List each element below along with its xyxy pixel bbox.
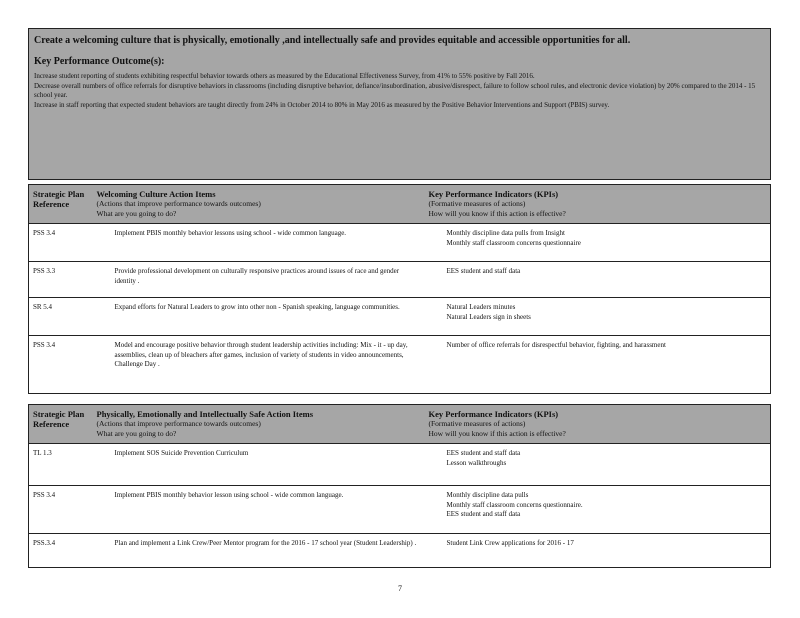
welcoming-culture-table [28,184,771,394]
action-question: What are you going to do? [96,209,177,218]
bullet-icon [429,303,447,313]
bullet-icon [97,303,115,313]
kpi-heading: Key Performance Indicators (KPIs) [428,409,559,419]
kpi-cell [425,224,771,262]
header-kpi [425,405,771,444]
kpi-item: Monthly discipline data pulls [429,491,767,501]
action-subheading: (Actions that improve performance towards outcomes) [96,199,261,208]
kpi-item: EES student and staff data [429,510,767,520]
bullet-icon [429,341,447,351]
kpi-item: EES student and staff data [429,449,767,459]
action-item: Implement PBIS monthly behavior lesson using school - wide common language. [97,491,421,501]
table-row [29,224,771,262]
kpi-item: Student Link Crew applications for 2016 - 17 [429,539,767,549]
header-ref [29,405,93,444]
table-header-row [29,405,771,444]
action-item: Model and encourage positive behavior through student leadership activities including: Mix - it - up day, assemblies, clean up of bleachers after games, inclusion of variety of students in video announcements, Challenge Day . [97,341,421,370]
action-item: Implement SOS Suicide Prevention Curriculum [97,449,421,459]
page-number: 7 [398,584,402,593]
ref-cell: PSS 3.4 [29,336,93,394]
bullet-icon [97,539,115,549]
kpi-heading: Key Performance Indicators (KPIs) [428,189,559,199]
ref-cell: SR 5.4 [29,298,93,336]
bullet-icon [429,539,447,549]
ref-cell: PSS 3.3 [29,262,93,298]
kpi-subheading: (Formative measures of actions) [428,199,526,208]
bullet-icon [429,501,447,511]
kpi-cell [425,486,771,534]
table-row [29,444,771,486]
action-cell [93,444,425,486]
bullet-icon [429,313,447,323]
action-cell [93,298,425,336]
header-action [93,405,425,444]
action-cell [93,336,425,394]
bullet-icon [97,491,115,501]
kpi-item: Lesson walkthroughs [429,459,767,469]
kpi-item: EES student and staff data [429,267,767,277]
header-action [93,185,425,224]
bullet-icon [429,459,447,469]
kpi-cell [425,298,771,336]
action-cell [93,534,425,568]
ref-cell: PSS 3.4 [29,224,93,262]
goal-box [28,28,771,180]
bullet-icon [429,449,447,459]
kpi-cell [425,444,771,486]
goal-title: Create a welcoming culture that is physically, emotionally ,and intellectually safe and provides equitable and accessible opportunities for all. [34,35,631,46]
kpi-subheading: (Formative measures of actions) [428,419,526,428]
kpo-heading: Key Performance Outcome(s): [34,56,165,67]
table-row [29,336,771,394]
action-cell [93,224,425,262]
action-item: Plan and implement a Link Crew/Peer Mentor program for the 2016 - 17 school year (Student Leadership) . [97,539,421,549]
kpi-question: How will you know if this action is effective? [428,209,566,218]
bullet-icon [97,229,115,239]
bullet-icon [97,267,115,286]
kpi-item: Monthly staff classroom concerns questionnaire [429,239,767,249]
table-row [29,486,771,534]
table-row [29,534,771,568]
bullet-icon [429,239,447,249]
bullet-icon [429,229,447,239]
kpi-question: How will you know if this action is effective? [428,429,566,438]
bullet-icon [97,341,115,370]
kpi-item: Natural Leaders minutes [429,303,767,313]
bullet-icon [97,449,115,459]
action-question: What are you going to do? [96,429,177,438]
kpo-item: Increase student reporting of students exhibiting respectful behavior towards others as measured by the Educational Effectiveness Survey, from 41% to 55% positive by Fall 2016. [34,72,535,80]
ref-heading: Strategic Plan Reference [33,409,85,429]
table-row [29,262,771,298]
ref-cell: PSS.3.4 [29,534,93,568]
kpi-item: Monthly discipline data pulls from Insight [429,229,767,239]
kpi-item: Number of office referrals for disrespectful behavior, fighting, and harassment [429,341,767,351]
kpi-cell [425,336,771,394]
bullet-icon [429,510,447,520]
kpi-item: Monthly staff classroom concerns questionnaire. [429,501,767,511]
ref-cell: TL 1.3 [29,444,93,486]
bullet-icon [429,267,447,277]
kpi-cell [425,534,771,568]
action-heading: Physically, Emotionally and Intellectually Safe Action Items [96,409,314,419]
action-item: Implement PBIS monthly behavior lessons using school - wide common language. [97,229,421,239]
table-header-row [29,185,771,224]
ref-heading: Strategic Plan Reference [33,189,85,209]
header-kpi [425,185,771,224]
kpo-list [34,72,764,110]
action-cell [93,486,425,534]
kpo-item: Increase in staff reporting that expected student behaviors are taught directly from 24% in October 2014 to 80% in May 2016 as measured by the Positive Behavior Interventions and Support (PBIS) survey. [34,100,610,109]
action-cell [93,262,425,298]
action-item: Provide professional development on culturally responsive practices around issues of race and gender identity . [97,267,421,286]
action-subheading: (Actions that improve performance towards outcomes) [96,419,261,428]
kpo-item: Decrease overall numbers of office referrals for disruptive behaviors in classrooms (including disruptive behavior, defiance/insubordination, abusive/disrespect, failure to follow school rules, and electronic device violation) by 20% compared to the 2014 - 15 school year. [34,81,756,99]
ref-cell: PSS 3.4 [29,486,93,534]
bullet-icon [429,491,447,501]
kpi-item: Natural Leaders sign in sheets [429,313,767,323]
table-row [29,298,771,336]
safe-action-table [28,404,771,568]
action-heading: Welcoming Culture Action Items [96,189,216,199]
action-item: Expand efforts for Natural Leaders to grow into other non - Spanish speaking, language communities. [97,303,421,313]
kpi-cell [425,262,771,298]
header-ref [29,185,93,224]
